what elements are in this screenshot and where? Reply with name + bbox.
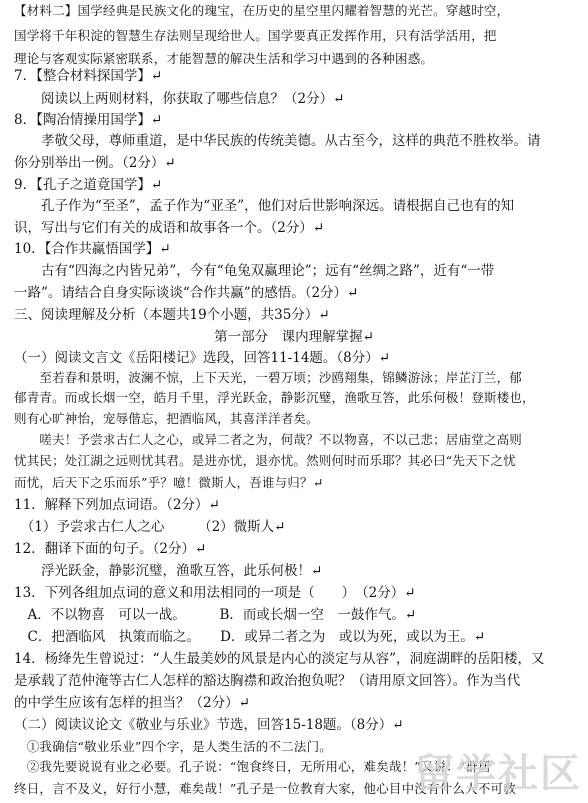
text-line: 嗟夫！予尝求古仁人之心，或异二者之为，何哉？不以物喜，不以己悲；居庙堂之高则: [14, 432, 523, 447]
text-line: 孔子作为“至圣”，孟子作为“亚圣”，他们对后世影响深远。请根据自己也有的知: [14, 198, 515, 214]
text-line: 忧其民；处江湖之远则忧其君。是进亦忧，退亦忧。然则何时而乐耶？其必曰“先天下之忧: [14, 453, 516, 468]
text-line: 而忧，后天下之乐而乐”乎？噫！微斯人，吾谁与归？↵: [14, 475, 324, 490]
text-line: 9．【孔子之道竟国学】↵: [14, 177, 163, 193]
text-line: 郁青青。而或长烟一空，皓月千里，浮光跃金，静影沉璧，渔歌互答，此乐何极！登斯楼也，: [14, 390, 535, 405]
text-line: 14．杨绛先生曾说过：“人生最美妙的风景是内心的淡定与从容”，洞庭湖畔的岳阳楼，又: [14, 651, 545, 667]
text-line: 三、阅读理解及分析（本题共19个小题，共35分）↵: [14, 307, 330, 323]
text-line: 古有“四海之内皆兄弟”，今有“龟兔双赢理论”；远有“丝绸之路”，近有“一带: [14, 263, 495, 279]
text-line: 12．翻译下面的句子。（2分）↵: [14, 541, 207, 557]
text-line: 浮光跃金，静影沉璧，渔歌互答，此乐何极！↵: [14, 563, 323, 579]
text-line: 终日，言不及义，好行小慧，难矣哉！”孔子是一位教育大家，他心目中没有什么人不可教: [14, 781, 516, 796]
text-line: 8．【陶冶情操用国学】↵: [14, 112, 163, 128]
text-line: 阅读以上两则材料，你获取了哪些信息？（2分）↵: [14, 91, 345, 107]
text-line: 10．【合作共赢悟国学】↵: [14, 241, 171, 257]
text-line: 理论与客观实际紧密联系，才能智慧的解决生活和学习中遇到的各种困惑。: [14, 51, 434, 66]
text-line: 【材料二】国学经典是民族文化的瑰宝，在历史的星空里闪耀着智慧的光芒。穿越时空，: [14, 3, 510, 18]
text-line: 7．【整合材料探国学】↵: [14, 68, 163, 84]
text-line: 则有心旷神怡，宠辱偕忘，把酒临风，其喜洋洋者矣。: [14, 411, 319, 426]
text-line: 孝敬父母，尊师重道，是中华民族的传统美德。从古至今，这样的典范不胜枚举。请: [14, 133, 541, 149]
text-line: 13．下列各组加点词的意义和用法相同的一项是（ ） （2分）↵: [14, 585, 416, 601]
text-line: 你分别举出一例。（2分）↵: [14, 155, 176, 171]
text-line: 一路”。请结合自身实际谈谈“合作共赢”的感悟。（2分）↵: [14, 285, 359, 301]
text-line: 是承载了范仲淹等古仁人怎样的豁达胸襟和政治抱负呢？（请用原文回答）。作为当代: [14, 673, 521, 689]
text-line: 的中学生应该有怎样的担当？（2分）↵: [14, 695, 250, 711]
text-line: （一）阅读文言文《岳阳楼记》选段，回答11-14题。（8分）↵: [14, 350, 391, 366]
text-line: 11．解释下列加点词语。（2分）↵: [14, 497, 220, 513]
text-line: ①我确信“敬业乐业”四个字，是人类生活的不二法门。: [14, 739, 332, 754]
text-line: C．把酒临风 执策而临之。 D．或异二者之为 或以为死，或以为王。↵: [14, 629, 486, 645]
text-line: （1）予尝求古仁人之心 （2）微斯人↵: [14, 519, 286, 535]
text-line: 至若春和景明，波澜不惊，上下天光，一碧万顷；沙鸥翔集，锦鳞游泳；岸芷汀兰，郁: [14, 370, 523, 385]
text-line: ②我先要说说有业之必要。孔子说：“饱食终日，无所用心，难矣哉！”又说：“群居: [14, 759, 491, 774]
watermark-logo: 留学社区: [414, 751, 582, 797]
text-line: 识，写出与它们有关的成语和故事各一个。（2分）↵: [14, 220, 325, 236]
text-line: （二）阅读议论文《敬业与乐业》节选，回答15-18题。（8分）↵: [14, 717, 404, 733]
text-line: A．不以物喜 可以一战。 B．而或长烟一空 一鼓作气。↵: [14, 607, 417, 623]
text-line: 国学将千年积淀的智慧生存法则呈现给世人。国学要真正发挥作用，只有活学活用，把: [14, 28, 497, 43]
text-line: 第一部分 课内理解掌握↵: [214, 329, 374, 345]
